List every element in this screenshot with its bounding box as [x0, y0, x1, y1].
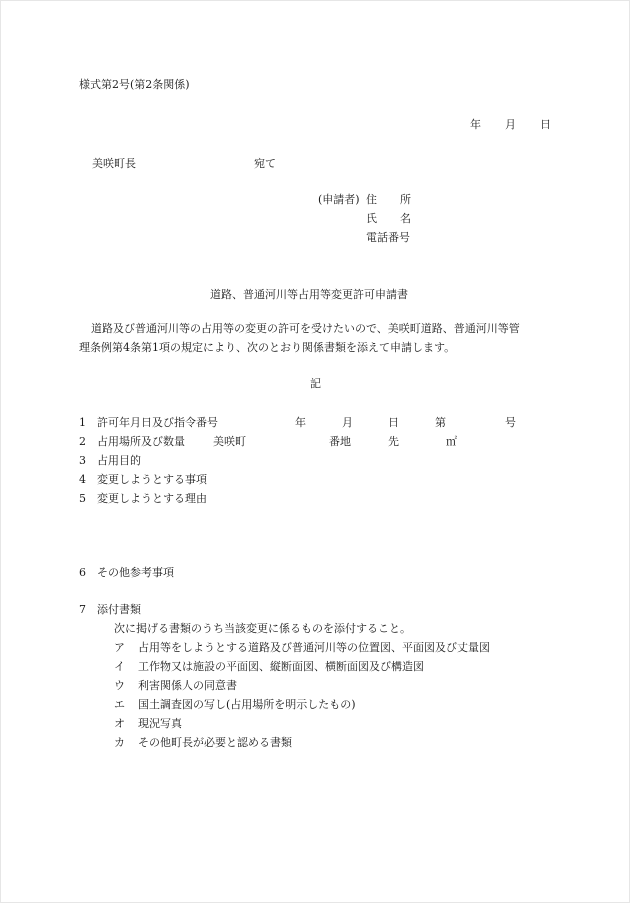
date-day: 日	[540, 118, 551, 131]
item-number: 4	[79, 473, 86, 486]
attachment-text: 利害関係人の同意書	[138, 679, 237, 692]
address-label-1: 住	[366, 193, 377, 206]
attachment-mark: イ	[114, 660, 125, 673]
item-number: 5	[79, 492, 86, 505]
addressee-name: 美咲町長	[92, 157, 136, 170]
item-label: 変更しようとする理由	[97, 492, 207, 505]
item-number: 3	[79, 454, 86, 467]
field-day: 日	[388, 416, 399, 429]
field-banchi: 番地	[329, 435, 351, 448]
attachment-mark: ア	[114, 641, 125, 654]
date-month: 月	[505, 118, 516, 131]
item-label: 占用目的	[97, 454, 141, 467]
item-label: 許可年月日及び指令番号	[97, 416, 218, 429]
attachment-text: その他町長が必要と認める書類	[138, 736, 292, 749]
name-label-2: 名	[400, 212, 411, 225]
attachments-intro: 次に掲げる書類のうち当該変更に係るものを添付すること。	[114, 622, 411, 635]
item-label: 占用場所及び数量	[97, 435, 185, 448]
attachment-mark: エ	[114, 698, 125, 711]
item-label: 変更しようとする事項	[97, 473, 207, 486]
item-number: 1	[79, 416, 86, 429]
body-line-2: 理条例第4条第1項の規定により、次のとおり関係書類を添えて申請します。	[79, 341, 456, 354]
form-number-label: 様式第2号(第2条関係)	[79, 78, 190, 91]
item-number: 7	[79, 603, 86, 616]
item-label: その他参考事項	[97, 566, 174, 579]
field-town: 美咲町	[213, 435, 246, 448]
attachment-text: 占用等をしようとする道路及び普通河川等の位置図、平面図及び丈量図	[138, 641, 490, 654]
attachment-mark: オ	[114, 717, 125, 730]
attachment-mark: ウ	[114, 679, 125, 692]
field-year: 年	[295, 416, 306, 429]
item-number: 6	[79, 566, 86, 579]
phone-label: 電話番号	[366, 231, 410, 244]
body-line-1: 道路及び普通河川等の占用等の変更の許可を受けたいので、美咲町道路、普通河川等管	[91, 322, 520, 335]
field-go: 号	[505, 416, 516, 429]
addressee-suffix: 宛て	[254, 157, 276, 170]
name-label-1: 氏	[366, 212, 377, 225]
item-label: 添付書類	[97, 603, 141, 616]
document-title: 道路、普通河川等占用等変更許可申請書	[210, 288, 408, 301]
field-saki: 先	[388, 435, 399, 448]
field-month: 月	[342, 416, 353, 429]
attachment-text: 工作物又は施設の平面図、縦断面図、横断面図及び構造図	[138, 660, 424, 673]
applicant-prefix: (申請者)	[318, 193, 360, 206]
attachment-mark: カ	[114, 736, 125, 749]
date-year: 年	[470, 118, 481, 131]
address-label-2: 所	[400, 193, 411, 206]
field-dai: 第	[435, 416, 446, 429]
ki-label: 記	[310, 377, 321, 390]
item-number: 2	[79, 435, 86, 448]
attachment-text: 国土調査図の写し(占用場所を明示したもの)	[138, 698, 356, 711]
attachment-text: 現況写真	[138, 717, 182, 730]
field-sqm: ㎡	[446, 435, 457, 448]
